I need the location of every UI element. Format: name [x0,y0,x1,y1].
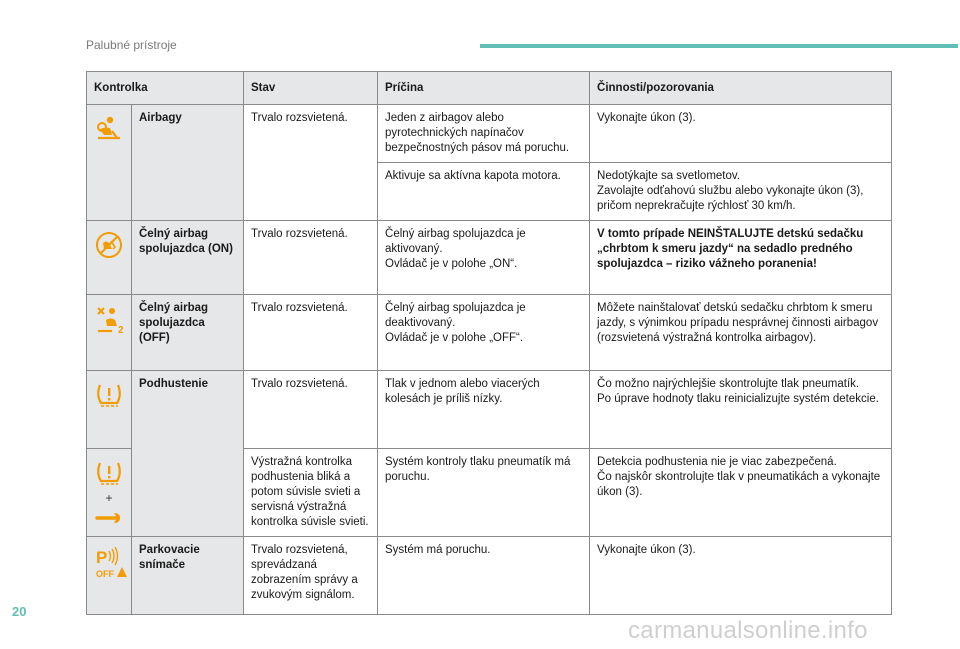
wrench-icon [94,510,124,526]
svg-text:2: 2 [118,325,124,335]
tyre-icon-cell [87,371,132,449]
table-row [87,537,892,615]
page-header-title: Palubné prístroje [86,38,177,52]
podhustenie-action-2: Detekcia podhustenia nie je viac zabezpečená. Čo najskôr skontrolujte tlak v pneumatikách a vykonajte úkon (3). [590,449,892,537]
tyre-pressure-icon [94,381,124,409]
podhustenie-name: Podhustenie [132,371,244,537]
svg-text:P: P [96,548,108,567]
airbagy-cause-2: Aktivuje sa aktívna kapota motora. [378,163,590,221]
header-pricina: Príčina [378,72,590,105]
airbag-on-action: V tomto prípade NEINŠTALUJTE detskú sedačku „chrbtom k smeru jazdy“ na sedadlo predného spolujazdca – riziko vážneho poranenia! [590,221,892,295]
parking-sensors-off-icon [94,547,124,579]
table-row [87,371,892,449]
airbag-on-state: Trvalo rozsvietená. [244,221,378,295]
plus-sign: + [105,491,113,505]
header-cinnosti: Činnosti/pozorovania [590,72,892,105]
airbagy-state: Trvalo rozsvietená. [244,105,378,221]
airbagy-action-1: Vykonajte úkon (3). [590,105,892,163]
airbag-off-cause: Čelný airbag spolujazdca je deaktivovaný. Ovládač je v polohe „OFF“. [378,295,590,371]
passenger-airbag-off-icon [94,305,124,335]
parking-cause: Systém má poruchu. [378,537,590,615]
parking-action: Vykonajte úkon (3). [590,537,892,615]
parking-state: Trvalo rozsvietená, sprevádzaná zobrazením správy a zvukovým signálom. [244,537,378,615]
tyre-fault-icon-cell [87,449,132,537]
page-number: 20 [12,604,27,619]
airbag-off-action: Môžete nainštalovať detskú sedačku chrbtom k smeru jazdy, s výnimkou prípadu nesprávnej činnosti airbagov (rozsvietená výstražná kontrolka airbagov). [590,295,892,371]
airbag-on-name: Čelný airbag spolujazdca (ON) [132,221,244,295]
podhustenie-state-1: Trvalo rozsvietená. [244,371,378,449]
table-row [87,295,892,371]
table-row [87,221,892,295]
airbag-off-state: Trvalo rozsvietená. [244,295,378,371]
tyre-pressure-icon [94,459,124,487]
airbag-off-name: Čelný airbag spolujazdca (OFF) [132,295,244,371]
airbag-on-icon-cell [87,221,132,295]
podhustenie-action-1: Čo možno najrýchlejšie skontrolujte tlak pneumatík. Po úprave hodnoty tlaku reinicializujte systém detekcie. [590,371,892,449]
airbagy-cause-1: Jeden z airbagov alebo pyrotechnických napínačov bezpečnostných pásov má poruchu. [378,105,590,163]
airbag-off-icon-cell [87,295,132,371]
airbag-icon-cell [87,105,132,221]
podhustenie-cause-1: Tlak v jednom alebo viacerých kolesách je príliš nízky. [378,371,590,449]
airbag-on-cause: Čelný airbag spolujazdca je aktivovaný. Ovládač je v polohe „ON“. [378,221,590,295]
svg-text:OFF: OFF [96,569,114,579]
warning-lights-table [86,71,892,615]
header-stav: Stav [244,72,378,105]
header-accent-bar [480,44,958,48]
airbagy-action-2: Nedotýkajte sa svetlometov. Zavolajte odťahovú službu alebo vykonajte úkon (3), pričom neprekračujte rýchlosť 30 km/h. [590,163,892,221]
podhustenie-state-2: Výstražná kontrolka podhustenia bliká a potom súvisle svieti a servisná výstražná kontrolka súvisle svieti. [244,449,378,537]
parking-name: Parkovacie snímače [132,537,244,615]
table-row [87,105,892,163]
watermark: carmanualsonline.info [628,617,868,644]
header-kontrolka: Kontrolka [87,72,244,105]
passenger-airbag-on-icon [94,231,124,259]
table-header-row [87,72,892,105]
podhustenie-cause-2: Systém kontroly tlaku pneumatík má poruchu. [378,449,590,537]
airbag-warning-icon [94,115,124,143]
airbagy-name: Airbagy [132,105,244,221]
parking-icon-cell [87,537,132,615]
